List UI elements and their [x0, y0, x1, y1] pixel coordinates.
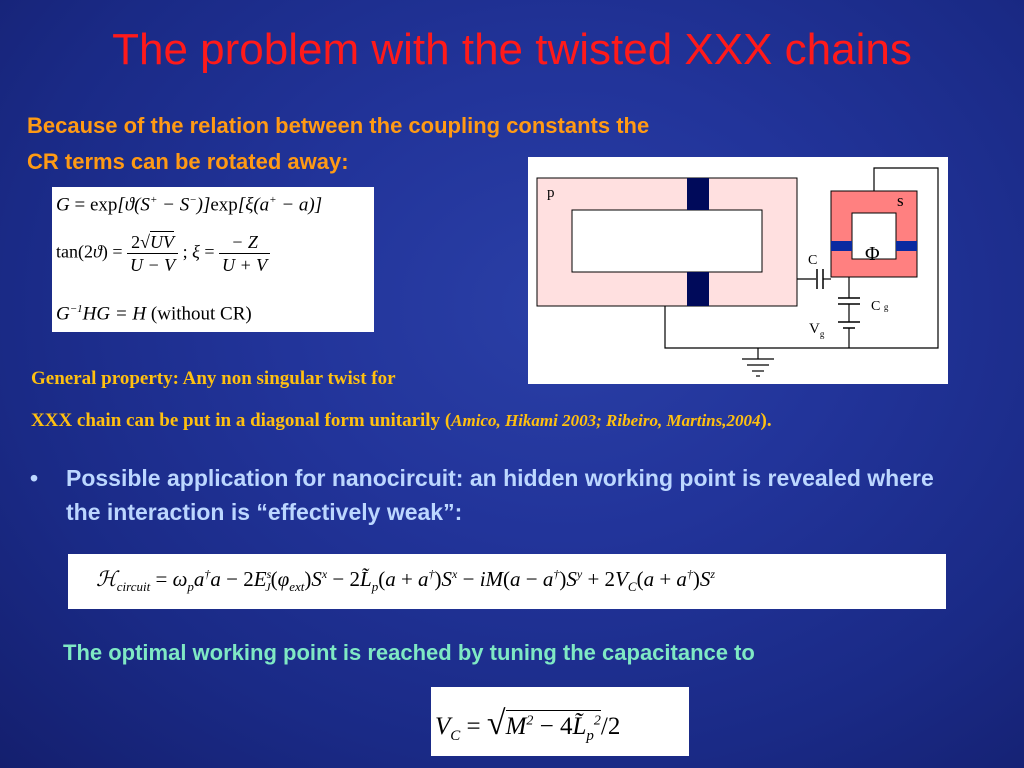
label-s: s	[897, 191, 904, 210]
label-vg: $V_g$	[809, 321, 825, 339]
general-property-line-2: XXX chain can be put in a diagonal form unitarily (Amico, Hikami 2003; Ribeiro, Martins,2004).	[31, 410, 772, 431]
rotation-equations-box	[52, 187, 374, 332]
bottom-junction	[687, 272, 709, 306]
citation: Amico, Hikami 2003; Ribeiro, Martins,2004	[451, 411, 761, 430]
slide-title: The problem with the twisted XXX chains	[112, 25, 912, 74]
equation-ghg: $G^{-1}HG = H$ (without CR)	[56, 303, 252, 325]
bullet-text: Possible application for nanocircuit: an hidden working point is revealed where the interaction is “effectively weak”:	[66, 465, 934, 525]
intro-line-2: CR terms can be rotated away:	[27, 149, 349, 174]
s-junction-left	[831, 241, 852, 251]
s-junction-right	[896, 241, 917, 251]
label-c: C	[808, 253, 818, 268]
hamiltonian-equation: ℋ$_{circuit}$ = $\omega_pa^\dagger a - 2E^s_J(\varphi_{ext})S^x$ − $2L̃_p(a + a^\dagger)S^x - iM(a - a^\dagger)S^y + 2V_C(a + a^\dagger)S^z$	[68, 554, 946, 609]
label-cg: C g	[871, 299, 889, 314]
bullet-marker: •	[30, 465, 39, 491]
label-phi: Φ	[865, 243, 880, 265]
p-loop-inner	[572, 210, 762, 272]
top-junction	[687, 178, 709, 210]
without-cr-label: (without CR)	[150, 303, 252, 325]
general-property-line-1: General property: Any non singular twist for	[31, 368, 396, 389]
circuit-diagram	[528, 157, 948, 384]
vc-equation: $V_C = √M^2$ − $4L̃_p^2/2$	[431, 687, 689, 756]
optimal-point-text: The optimal working point is reached by tuning the capacitance to	[63, 640, 755, 665]
circuit-svg	[528, 157, 948, 384]
equation-g-definition: G = exp[ϑ(S+ − S−)]exp[ξ(a+ − a)]	[56, 194, 323, 216]
label-p: p	[547, 185, 555, 201]
intro-line-1: Because of the relation between the coupling constants the	[27, 113, 650, 138]
equation-tan-relation: tan(2ϑ) = $\frac{2√UV}{U - V}$ ; ξ = $\frac{- Z}{U + V}$	[56, 231, 270, 276]
